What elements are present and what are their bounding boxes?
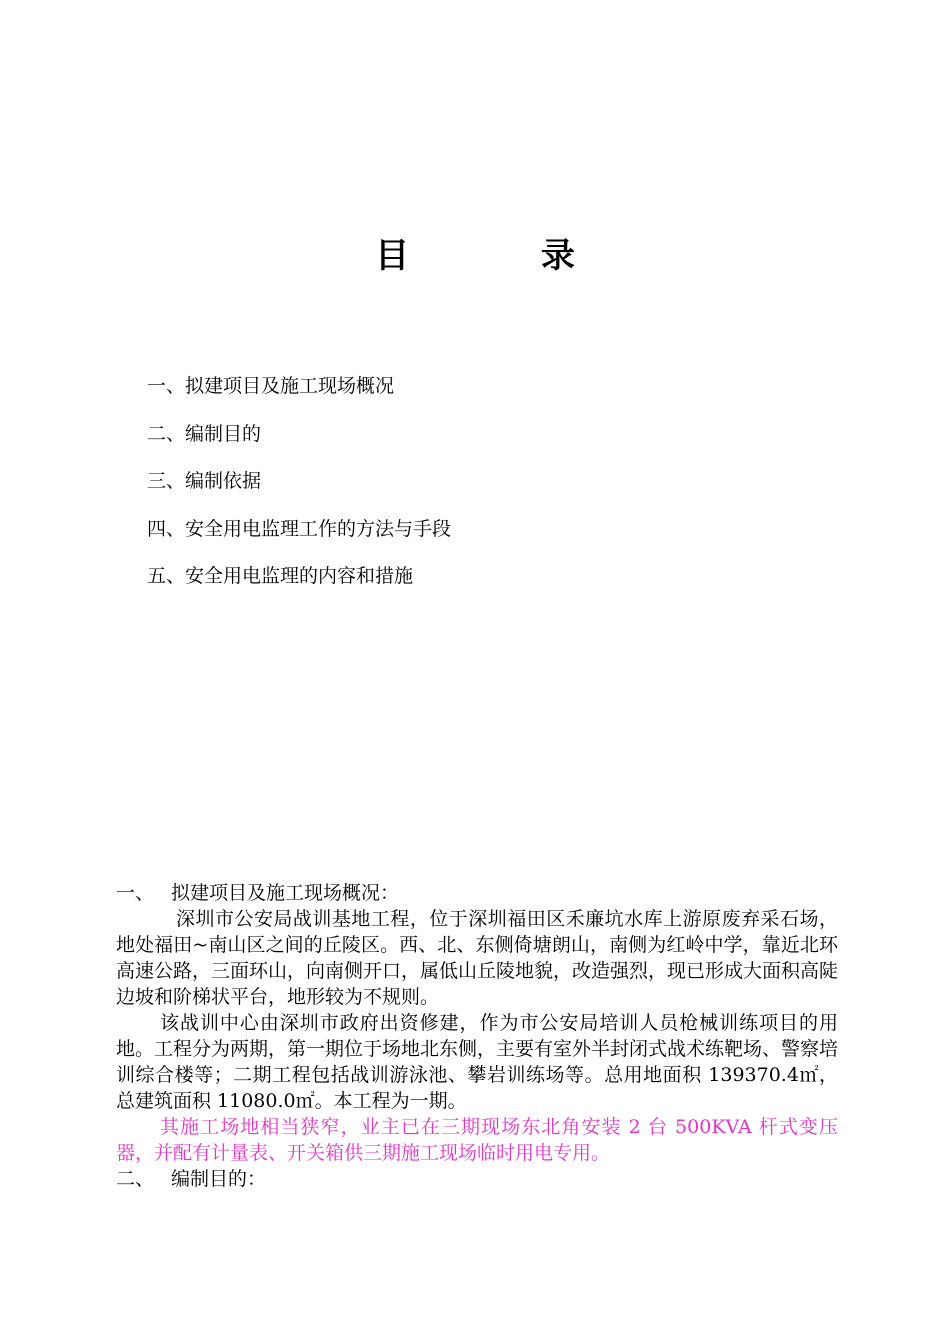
toc-item-3[interactable]: 三、编制依据	[147, 470, 262, 492]
page-title: 目 录	[375, 236, 635, 276]
section-1-number: 一、	[116, 882, 155, 904]
section-2-heading	[116, 1166, 838, 1192]
toc-item-1[interactable]: 一、拟建项目及施工现场概况	[147, 375, 395, 397]
document-body	[116, 880, 838, 1192]
toc-item-4[interactable]: 四、安全用电监理工作的方法与手段	[147, 517, 452, 540]
section-1-paragraph-2: 该战训中心由深圳市政府出资修建，作为市公安局培训人员枪械训练项目的用地。工程分为两期，第一期位于场地北东侧，主要有室外半封闭式战术练靶场、警察培训综合楼等；二期工程包括战训游泳池、攀岩训练场等。总用地面积 139370.4㎡，总建筑面积 11080.0㎡。本工程为一期。	[116, 1012, 839, 1112]
section-1-title: 拟建项目及施工现场概况：	[171, 882, 400, 904]
section-1-heading	[116, 880, 838, 906]
section-1-paragraph-3-highlighted: 其施工场地相当狭窄，业主已在三期现场东北角安装 2 台 500KVA 杆式变压器，并配有计量表、开关箱供三期施工现场临时用电专用。	[116, 1116, 838, 1164]
section-2-number: 二、	[116, 1168, 155, 1190]
section-1-paragraph-1: 深圳市公安局战训基地工程，位于深圳福田区禾廉坑水库上游原废弃采石场，地处福田~南山区之间的丘陵区。西、北、东侧倚塘朗山，南侧为红岭中学，靠近北环高速公路，三面环山，向南侧开口，属低山丘陵地貌，改造强烈，现已形成大面积高陡边坡和阶梯状平台，地形较为不规则。	[116, 908, 839, 1008]
toc-item-5[interactable]: 五、安全用电监理的内容和措施	[147, 565, 414, 587]
toc-item-2[interactable]: 二、编制目的	[147, 422, 262, 445]
table-of-contents	[147, 372, 451, 610]
section-2-title: 编制目的：	[171, 1168, 267, 1190]
